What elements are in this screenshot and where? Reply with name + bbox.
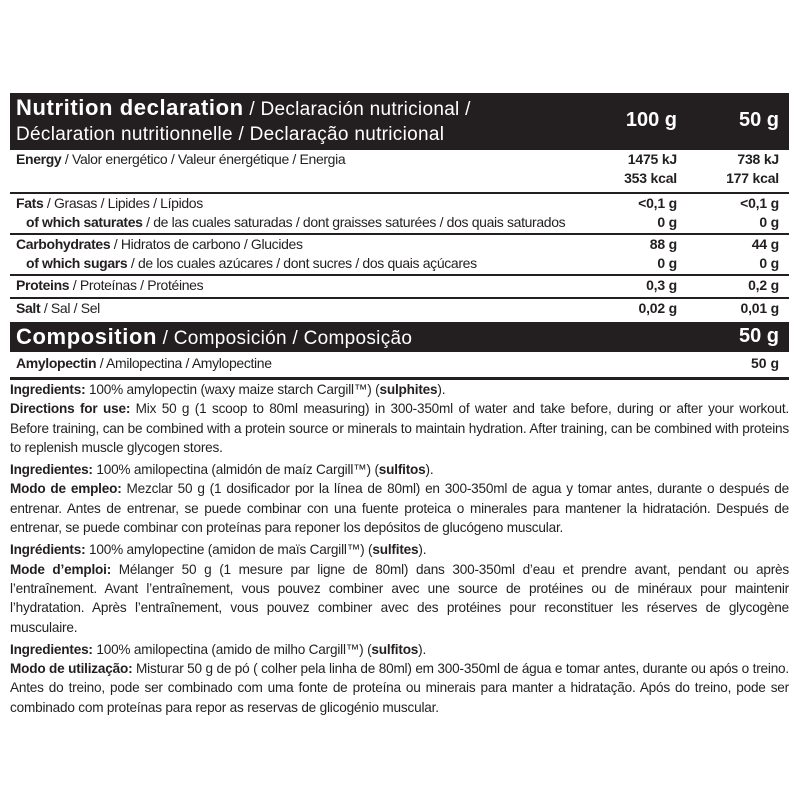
row-salt	[10, 299, 789, 321]
nutrition-header	[10, 93, 789, 150]
nutrition-title	[16, 95, 471, 147]
fats-100g	[638, 194, 677, 232]
proteins-50g: 0,2 g	[748, 277, 779, 293]
sugars-50g-value: 0 g	[759, 255, 779, 271]
directions-es-label: Modo de empleo:	[10, 481, 122, 497]
text-block-en	[10, 380, 789, 457]
salt-100g: 0,02 g	[638, 300, 677, 316]
row-fats	[10, 194, 789, 235]
proteins-label: Proteins	[16, 277, 70, 293]
carbohydrates-100g-value: 88 g	[649, 236, 677, 252]
fats-label: Fats	[16, 195, 44, 211]
nutrition-title-line2: Déclaration nutritionnelle / Declaração nutricional	[16, 124, 445, 145]
ingredients-es	[10, 460, 789, 479]
directions-pt-text: Misturar 50 g de pó ( colher pela linha de 80ml) em 300-350ml de água e tomar antes, durante ou após o treino. Antes do treino, pode ser combinado com uma fonte de proteína ou minerais para manter a hidratação. Após do treino, pode ser combinado com proteínas para repor as reservas de glicogénio muscular.	[10, 661, 789, 715]
directions-pt-label: Modo de utilização:	[10, 661, 133, 677]
sugars-label: of which sugars	[26, 255, 128, 271]
energy-translations: / Valor energético / Valeur énergétique / Energia	[61, 151, 346, 167]
sugars-translations: / de los cuales azúcares / dont sucres / dos quais açúcares	[127, 255, 477, 271]
salt-label: Salt	[16, 300, 41, 316]
saturates-translations: / de las cuales saturadas / dont graisses saturées / dos quais saturados	[142, 214, 566, 230]
saturates-50g-value: 0 g	[759, 214, 779, 230]
energy-100g	[624, 150, 677, 188]
nutrition-label	[10, 93, 789, 380]
column-50g: 50 g	[738, 109, 779, 131]
carbohydrates-translations: / Hidratos de carbono / Glucides	[110, 236, 303, 252]
ingredients-fr	[10, 540, 789, 559]
ingredients-en-label: Ingredients:	[10, 382, 86, 397]
energy-50g	[726, 150, 779, 188]
carbohydrates-100g	[650, 235, 677, 273]
carbohydrates-50g-value: 44 g	[751, 236, 779, 252]
fats-50g-value: <0,1 g	[740, 195, 779, 211]
ingredients-en-text: 100% amylopectin (waxy maize starch Cargill™) (	[85, 382, 380, 397]
nutrition-title-bold: Nutrition declaration	[16, 95, 244, 120]
saturates-100g-value: 0 g	[657, 214, 677, 230]
energy-label: Energy	[16, 151, 62, 167]
directions-en-text: Mix 50 g (1 scoop to 80ml measuring) in 300-350ml of water and take before, during or after your workout. Before training, can be combined with a protein source or minerals to maintain hydration. After training, can be combined with proteins to replenish muscle glycogen stores.	[10, 401, 789, 455]
proteins-100g: 0,3 g	[646, 277, 677, 293]
row-carbohydrates	[10, 235, 789, 276]
energy-50g-kj: 738 kJ	[737, 151, 779, 167]
text-block-pt	[10, 640, 789, 717]
energy-50g-kcal: 177 kcal	[726, 170, 779, 186]
directions-es	[10, 479, 789, 537]
ingredients-fr-end: ).	[418, 542, 427, 558]
text-block-es	[10, 460, 789, 537]
directions-fr-text: Mélanger 50 g (1 mesure par ligne de 80ml) dans 300-350ml d’eau et prendre avant, pendant ou après l’entraînement. Avant l’entraînement, vous pouvez combiner avec une source de protéines ou de minéraux pour maintenir l’hydratation. Après l’entraînement, vous pouvez combiner avec des protéines pour reconstituer les réserves de glycogène musculaire.	[10, 561, 789, 635]
fats-translations: / Grasas / Lipides / Lípidos	[43, 195, 203, 211]
ingredients-en-end: ).	[437, 382, 446, 397]
allergen-es: sulfitos	[378, 462, 426, 478]
directions-fr	[10, 560, 789, 637]
ingredients-en	[10, 380, 789, 399]
amylopectin-label: Amylopectin	[16, 355, 97, 371]
text-block-fr	[10, 540, 789, 636]
sugars-100g-value: 0 g	[657, 255, 677, 271]
row-energy	[10, 150, 789, 194]
directions-en-label: Directions for use:	[10, 401, 131, 417]
row-amylopectin	[10, 352, 789, 380]
energy-100g-kcal: 353 kcal	[624, 170, 677, 186]
directions-pt	[10, 659, 789, 717]
saturates-label: of which saturates	[26, 214, 143, 230]
ingredients-fr-text: 100% amylopectine (amidon de maïs Cargill™) (	[85, 542, 373, 558]
composition-title-bold: Composition	[16, 324, 158, 349]
nutrition-title-rest: / Declaración nutricional /	[243, 99, 471, 120]
energy-100g-kj: 1475 kJ	[627, 151, 677, 167]
ingredients-pt-end: ).	[418, 641, 427, 657]
amylopectin-50g: 50 g	[750, 355, 779, 371]
allergen-en: sulphites	[379, 382, 438, 397]
salt-translations: / Sal / Sel	[40, 300, 100, 316]
composition-column-50g: 50 g	[738, 325, 779, 347]
amylopectin-translations: / Amilopectina / Amylopectine	[96, 355, 272, 371]
fats-100g-value: <0,1 g	[638, 195, 677, 211]
fats-50g	[740, 194, 779, 232]
composition-title-rest: / Composición / Composição	[157, 328, 413, 349]
ingredients-pt-label: Ingredientes:	[10, 641, 93, 657]
carbohydrates-50g	[752, 235, 779, 273]
allergen-pt: sulfitos	[371, 641, 419, 657]
ingredients-es-text: 100% amilopectina (almidón de maíz Cargill™) (	[92, 462, 379, 478]
column-100g: 100 g	[625, 109, 677, 131]
ingredients-pt	[10, 640, 789, 659]
salt-50g: 0,01 g	[740, 300, 779, 316]
carbohydrates-label: Carbohydrates	[16, 236, 111, 252]
ingredients-pt-text: 100% amilopectina (amido de milho Cargill™) (	[92, 641, 372, 657]
directions-es-text: Mezclar 50 g (1 dosificador por la línea de 80ml) en 300-350ml de agua y tomar antes, durante o después de entrenar. Antes de entrenar, se puede combinar con una fuente proteica o minerales para mantener la hidratación. Después de entrenar, se puede combinar con proteínas para reponer los depósitos de glucógeno muscular.	[10, 481, 789, 536]
row-proteins	[10, 276, 789, 299]
directions-fr-label: Mode d’emploi:	[10, 561, 112, 577]
directions-en	[10, 399, 789, 457]
ingredients-fr-label: Ingrédients:	[10, 542, 86, 558]
composition-title	[16, 324, 412, 351]
allergen-fr: sulfites	[372, 542, 419, 558]
ingredients-es-label: Ingredientes:	[10, 462, 93, 478]
composition-header	[10, 322, 789, 352]
product-texts	[10, 380, 789, 717]
proteins-translations: / Proteínas / Protéines	[69, 277, 204, 293]
ingredients-es-end: ).	[425, 462, 434, 478]
